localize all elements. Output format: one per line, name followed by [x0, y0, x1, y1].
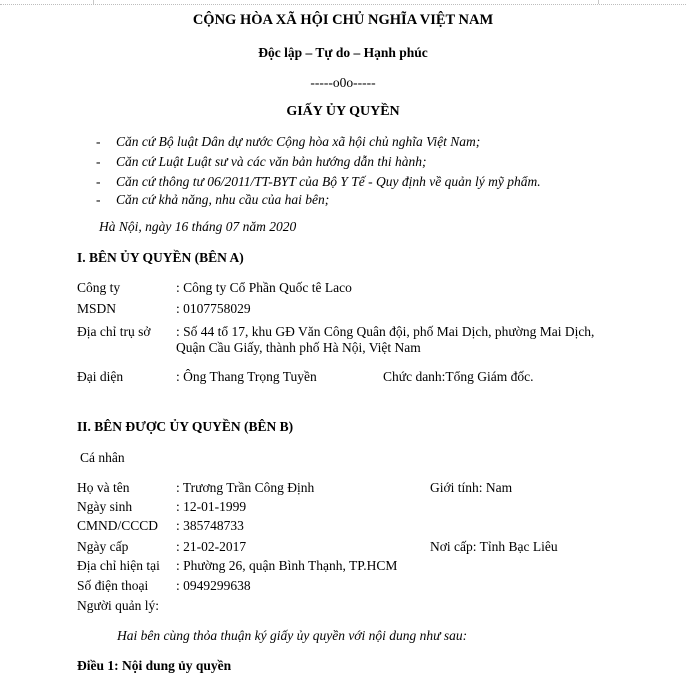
address-label: Địa chỉ trụ sở	[77, 324, 151, 339]
issue-date-label: Ngày cấp	[77, 539, 129, 554]
ruler-tick	[93, 0, 94, 4]
party-a-heading: I. BÊN ỦY QUYỀN (BÊN A)	[77, 250, 244, 265]
party-b-type: Cá nhân	[80, 450, 125, 465]
dob-value: : 12-01-1999	[176, 499, 247, 514]
phone-label: Số điện thoại	[77, 578, 149, 593]
current-address-value: : Phường 26, quận Bình Thạnh, TP.HCM	[176, 558, 398, 573]
page-top-edge	[0, 0, 686, 5]
agreement-text: Hai bên cùng thỏa thuận ký giấy ủy quyền với nội dung như sau:	[117, 628, 468, 643]
ruler-tick	[598, 0, 599, 4]
basis-text: Căn cứ thông tư 06/2011/TT-BYT của Bộ Y Tế - Quy định về quản lý mỹ phẩm.	[116, 174, 541, 189]
bullet-dash: -	[96, 192, 101, 207]
document-title: GIẤY ỦY QUYỀN	[286, 104, 400, 119]
name-value: : Trương Trần Công Định	[176, 480, 315, 495]
party-b-heading: II. BÊN ĐƯỢC ỦY QUYỀN (BÊN B)	[77, 419, 294, 434]
dob-label: Ngày sinh	[77, 499, 133, 514]
article-1-heading: Điều 1: Nội dung ủy quyền	[77, 658, 232, 673]
representative-label: Đại diện	[77, 369, 124, 384]
name-label: Họ và tên	[77, 480, 130, 495]
bullet-dash: -	[96, 134, 101, 149]
date-line: Hà Nội, ngày 16 tháng 07 năm 2020	[99, 219, 297, 234]
bullet-dash: -	[96, 154, 101, 169]
basis-text: Căn cứ Luật Luật sư và các văn bản hướng dẫn thi hành;	[116, 154, 427, 169]
position-text: Chức danh:Tổng Giám đốc.	[383, 369, 534, 384]
basis-text: Căn cứ khả năng, nhu cầu của hai bên;	[116, 192, 330, 207]
issue-date-value: : 21-02-2017	[176, 539, 247, 554]
separator: -----o0o-----	[310, 75, 376, 90]
gender-text: Giới tính: Nam	[430, 480, 513, 495]
id-value: : 385748733	[176, 518, 244, 533]
msdn-label: MSDN	[77, 301, 117, 316]
national-title: CỘNG HÒA XÃ HỘI CHỦ NGHĨA VIỆT NAM	[192, 12, 494, 28]
address-value-continued: Quận Cầu Giấy, thành phố Hà Nội, Việt Nam	[176, 340, 421, 355]
basis-text: Căn cứ Bộ luật Dân dự nước Cộng hòa xã hội chủ nghĩa Việt Nam;	[116, 134, 481, 149]
company-value: : Công ty Cổ Phần Quốc tê Laco	[176, 280, 352, 295]
bullet-dash: -	[96, 174, 101, 189]
msdn-value: : 0107758029	[176, 301, 251, 316]
company-label: Công ty	[77, 280, 121, 295]
address-value: : Số 44 tổ 17, khu GĐ Văn Công Quân đội, phố Mai Dịch, phường Mai Dịch,	[176, 324, 595, 339]
representative-value: : Ông Thang Trọng Tuyền	[176, 369, 317, 384]
current-address-label: Địa chỉ hiện tại	[77, 558, 160, 573]
issue-place-text: Nơi cấp: Tỉnh Bạc Liêu	[430, 539, 558, 554]
motto: Độc lập – Tự do – Hạnh phúc	[258, 45, 428, 60]
phone-value: : 0949299638	[176, 578, 251, 593]
manager-label: Người quản lý:	[77, 598, 159, 613]
id-label: CMND/CCCD	[77, 518, 159, 533]
